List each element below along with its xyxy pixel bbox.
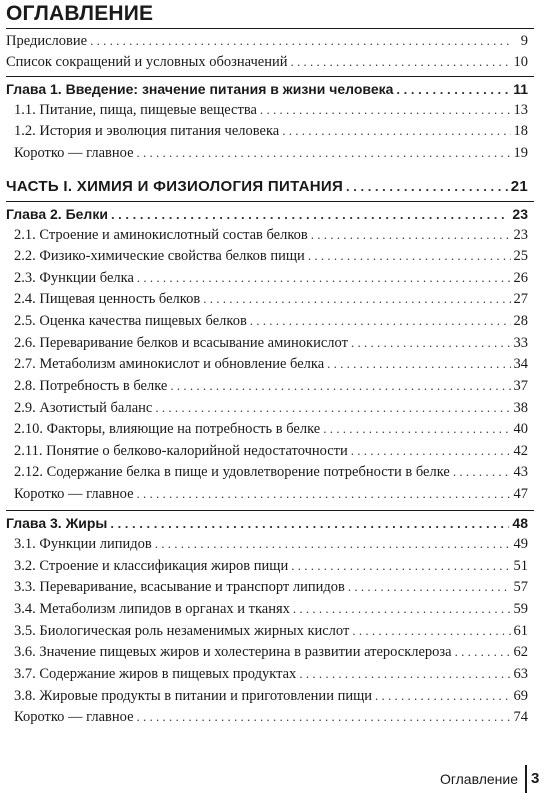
toc-entry-3-4[interactable] [14,598,528,620]
dot-leader [137,267,511,289]
toc-entry-2-3[interactable] [14,267,528,289]
toc-entry-page: 40 [513,421,528,437]
toc-entry-3-5[interactable] [14,620,528,642]
toc-entry-page: 23 [512,206,528,222]
toc-entry-page: 57 [513,579,528,595]
dot-leader [348,576,511,598]
page-number: 3 [531,770,540,787]
toc-entry-page: 61 [513,623,528,639]
toc-entry-page: 9 [520,33,528,49]
toc-entry-label: 2.9. Азотистый баланс [14,400,153,416]
toc-entry-3-8[interactable] [14,685,528,707]
toc-entry-label: 3.8. Жировые продукты в питании и приготовлении пищи [14,688,373,704]
toc-entry-chapter-2[interactable] [6,203,528,225]
toc-entry-1-1[interactable] [14,99,528,121]
dot-leader [90,30,511,52]
toc-entry-2-12[interactable] [14,461,528,483]
toc-entry-page: 37 [513,378,528,394]
toc-entry-page: 26 [513,270,528,286]
toc-entry-label: ЧАСТЬ I. ХИМИЯ И ФИЗИОЛОГИЯ ПИТАНИЯ [6,178,344,195]
toc-entry-page: 13 [513,102,528,118]
toc-entry-page: 63 [513,666,528,682]
toc-entry-page: 28 [513,313,528,329]
toc-entry-2-7[interactable] [14,353,528,375]
toc-entry-1-2[interactable] [14,120,528,142]
dot-leader [111,204,509,226]
toc-entry-2-2[interactable] [14,245,528,267]
toc-entry-label: 3.6. Значение пищевых жиров и холестерина в развитии атеросклероза [14,644,452,660]
toc-entry-3-1[interactable] [14,533,528,555]
dot-leader [155,533,511,555]
dot-leader [351,332,511,354]
toc-entry-2-11[interactable] [14,440,528,462]
toc-entry-page: 69 [513,688,528,704]
toc-entry-label: 2.2. Физико-химические свойства белков пищи [14,248,305,264]
toc-entry-page: 10 [513,54,528,70]
dot-leader [352,620,510,642]
toc-entry-page: 38 [513,400,528,416]
toc-entry-page: 62 [513,644,528,660]
toc-entry-label: Коротко — главное [14,709,134,725]
toc-entry-label: 2.5. Оценка качества пищевых белков [14,313,247,329]
dot-leader [137,706,511,728]
dot-leader [396,79,510,101]
dot-leader [293,598,511,620]
toc-entry-page: 59 [513,601,528,617]
dot-leader [137,483,511,505]
dot-leader [453,461,511,483]
toc-entry-page: 18 [513,123,528,139]
toc-entry-3-6[interactable] [14,641,528,663]
toc-entry-label: 2.6. Переваривание белков и всасывание аминокислот [14,335,348,351]
toc-entry-label: 3.1. Функции липидов [14,536,152,552]
toc-entry-label: 2.11. Понятие о белково-калорийной недостаточности [14,443,348,459]
toc-entry-2-1[interactable] [14,224,528,246]
toc-entry-3-3[interactable] [14,576,528,598]
toc-entry-part-1[interactable] [6,176,528,198]
toc-entry-3-7[interactable] [14,663,528,685]
toc-entry-abbreviations[interactable] [6,51,528,73]
toc-entry-3-2[interactable] [14,555,528,577]
toc-entry-label: Глава 3. Жиры [6,515,108,531]
toc-entry-label: Коротко — главное [14,486,134,502]
toc-entry-label: 2.8. Потребность в белке [14,378,168,394]
toc-entry-2-4[interactable] [14,288,528,310]
dot-leader [375,685,510,707]
toc-entry-page: 48 [512,515,528,531]
toc-entry-preface[interactable] [6,30,528,52]
dot-leader [137,142,511,164]
toc-entry-page: 33 [513,335,528,351]
section-rule [6,201,534,202]
toc-entry-label: Глава 1. Введение: значение питания в жизни человека [6,81,394,97]
page-title: ОГЛАВЛЕНИЕ [6,2,154,25]
dot-leader [155,397,510,419]
title-rule [6,28,534,29]
dot-leader [260,99,511,121]
toc-entry-label: 3.5. Биологическая роль незаменимых жирных кислот [14,623,350,639]
toc-entry-label: 3.2. Строение и классификация жиров пищи [14,558,289,574]
toc-entry-2-6[interactable] [14,332,528,354]
toc-entry-label: Список сокращений и условных обозначений [6,54,288,70]
toc-entry-label: 2.7. Метаболизм аминокислот и обновление белка [14,356,325,372]
toc-entry-chapter-1[interactable] [6,78,528,100]
dot-leader [291,555,510,577]
section-rule [6,76,534,77]
toc-entry-page: 23 [513,227,528,243]
toc-entry-label: 3.3. Переваривание, всасывание и транспорт липидов [14,579,345,595]
toc-entry-label: 2.1. Строение и аминокислотный состав белков [14,227,308,243]
toc-entry-page: 19 [513,145,528,161]
dot-leader [311,224,511,246]
toc-entry-label: 1.1. Питание, пища, пищевые вещества [14,102,257,118]
dot-leader [290,51,510,73]
toc-entry-page: 74 [513,709,528,725]
toc-entry-2-5[interactable] [14,310,528,332]
toc-entry-page: 27 [513,291,528,307]
toc-entry-label: Глава 2. Белки [6,206,108,222]
dot-leader [203,288,510,310]
toc-entry-chapter-3[interactable] [6,512,528,534]
dot-leader [351,440,511,462]
toc-entry-label: Коротко — главное [14,145,134,161]
toc-entry-page: 11 [513,81,528,97]
dot-leader [299,663,510,685]
toc-entry-label: 2.12. Содержание белка в пище и удовлетворение потребности в белке [14,464,450,480]
toc-entry-summary-2[interactable] [14,483,528,505]
toc-entry-2-8[interactable] [14,375,528,397]
dot-leader [308,245,511,267]
footer-separator [525,765,527,793]
dot-leader [282,120,510,142]
dot-leader [327,353,510,375]
toc-entry-label: 2.4. Пищевая ценность белков [14,291,201,307]
toc-entry-page: 43 [513,464,528,480]
toc-entry-page: 47 [513,486,528,502]
toc-entry-label: 3.4. Метаболизм липидов в органах и тканях [14,601,290,617]
dot-leader [455,641,511,663]
toc-entry-page: 25 [513,248,528,264]
toc-entry-label: 1.2. История и эволюция питания человека [14,123,280,139]
toc-entry-summary-1[interactable] [14,142,528,164]
toc-entry-page: 49 [513,536,528,552]
dot-leader [110,513,509,535]
toc-entry-summary-3[interactable] [14,706,528,728]
dot-leader [170,375,510,397]
toc-entry-page: 51 [513,558,528,574]
toc-entry-label: 2.10. Факторы, влияющие на потребность в белке [14,421,321,437]
toc-entry-page: 34 [513,356,528,372]
toc-entry-2-10[interactable] [14,418,528,440]
toc-entry-page: 42 [513,443,528,459]
dot-leader [250,310,511,332]
toc-entry-label: Предисловие [6,33,88,49]
section-rule [6,510,534,511]
toc-entry-label: 3.7. Содержание жиров в пищевых продуктах [14,666,297,682]
running-footer-label: Оглавление [439,771,518,787]
toc-entry-label: 2.3. Функции белка [14,270,134,286]
dot-leader [346,176,508,198]
toc-entry-page: 21 [510,178,528,195]
toc-entry-2-9[interactable] [14,397,528,419]
dot-leader [323,418,510,440]
